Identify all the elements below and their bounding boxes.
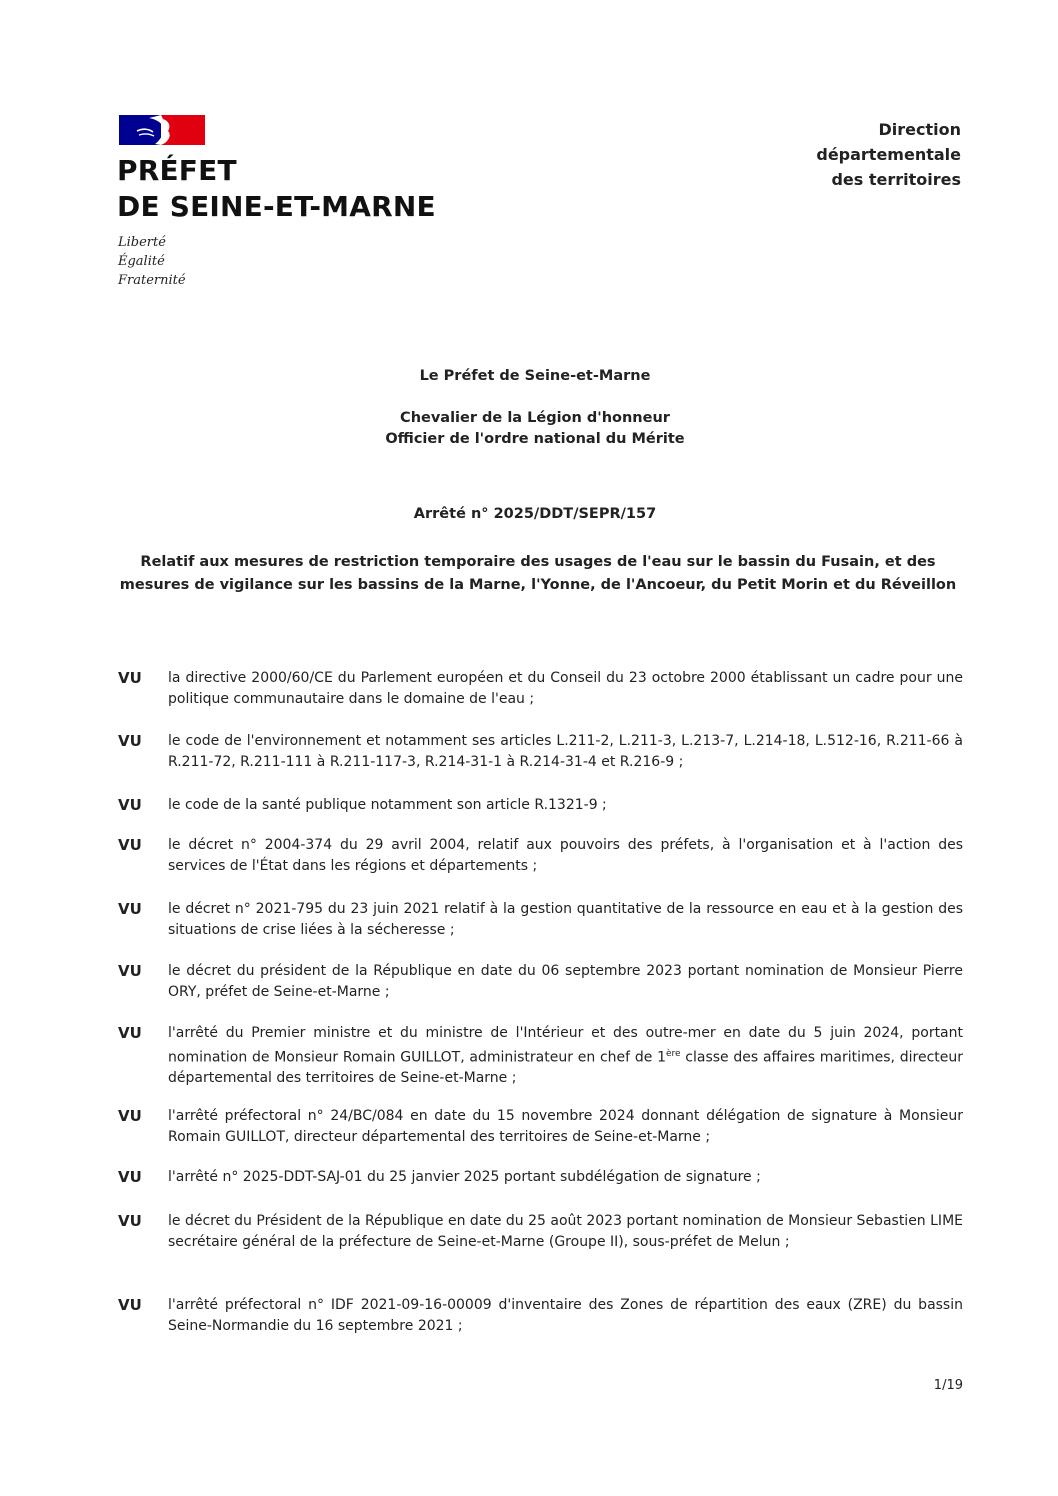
direction-line-1: Direction xyxy=(878,120,961,139)
vu-text: la directive 2000/60/CE du Parlement européen et du Conseil du 23 octobre 2000 établissant un cadre pour une politique communautaire dans le domaine de l'eau ; xyxy=(168,670,963,707)
honour-merite: Officier de l'ordre national du Mérite xyxy=(385,431,685,447)
prefecture-title-line2: DE SEINE-ET-MARNE xyxy=(117,190,436,223)
motto-egalite: Égalité xyxy=(118,254,165,269)
vu-label: VU xyxy=(118,1107,142,1125)
arrete-subject: Relatif aux mesures de restriction temporaire des usages de l'eau sur le bassin du Fusain, et des mesures de vigilance sur les bassins de la Marne, l'Yonne, de l'Ancoeur, du Petit Morin et du Réveillon xyxy=(119,554,957,593)
prefet-heading: Le Préfet de Seine-et-Marne xyxy=(419,368,651,384)
motto-fraternite: Fraternité xyxy=(118,273,186,288)
vu-text-part: l'arrêté du Premier ministre et du ministre de l'Intérieur et des outre-mer en date du 5 juin 2024, portant nomination de Monsieur Romain GUILLOT, administrateur en chef de 1 xyxy=(168,1025,963,1066)
vu-text: le décret n° 2004-374 du 29 avril 2004, relatif aux pouvoirs des préfets, à l'organisation et à l'action des services de l'État dans les régions et départements ; xyxy=(168,837,963,874)
vu-label: VU xyxy=(118,962,142,980)
vu-label: VU xyxy=(118,669,142,687)
vu-label: VU xyxy=(118,836,142,854)
arrete-number: Arrêté n° 2025/DDT/SEPR/157 xyxy=(413,506,657,522)
vu-label: VU xyxy=(118,900,142,918)
vu-text: le décret du président de la République en date du 06 septembre 2023 portant nomination de Monsieur Pierre ORY, préfet de Seine-et-Marne ; xyxy=(168,963,963,1000)
vu-label: VU xyxy=(118,732,142,750)
motto-liberte: Liberté xyxy=(118,235,166,250)
vu-text-part: classe des affaires maritimes, directeur départemental des territoires de Seine-et-Marne ; xyxy=(168,1049,963,1086)
prefecture-title-line1: PRÉFET xyxy=(117,154,237,187)
vu-text: le décret n° 2021-795 du 23 juin 2021 relatif à la gestion quantitative de la ressource en eau et à la gestion des situations de crise liées à la sécheresse ; xyxy=(168,901,963,938)
vu-text: l'arrêté n° 2025-DDT-SAJ-01 du 25 janvier 2025 portant subdélégation de signature ; xyxy=(168,1169,761,1185)
vu-text: le code de l'environnement et notamment ses articles L.211-2, L.211-3, L.213-7, L.214-18, L.512-16, R.211-66 à R.211-72, R.211-111 à R.211-117-3, R.214-31-1 à R.214-31-4 et R.216-9 ; xyxy=(168,733,963,770)
page-number: 1/19 xyxy=(933,1378,963,1393)
vu-label: VU xyxy=(118,1024,142,1042)
vu-text: l'arrêté préfectoral n° 24/BC/084 en date du 15 novembre 2024 donnant délégation de signature à Monsieur Romain GUILLOT, directeur départemental des territoires de Seine-et-Marne ; xyxy=(168,1108,963,1145)
direction-line-3: des territoires xyxy=(831,170,961,189)
prefet-honours xyxy=(100,408,970,450)
vu-text: l'arrêté préfectoral n° IDF 2021-09-16-00009 d'inventaire des Zones de répartition des eaux (ZRE) du bassin Seine-Normandie du 16 septembre 2021 ; xyxy=(168,1297,963,1334)
republic-motto xyxy=(118,233,186,290)
vu-label: VU xyxy=(118,1212,142,1230)
vu-text xyxy=(168,1023,963,1088)
vu-label: VU xyxy=(118,796,142,814)
prefecture-title xyxy=(117,153,436,225)
vu-text: le décret du Président de la République en date du 25 août 2023 portant nomination de Monsieur Sebastien LIME secrétaire général de la préfecture de Seine-et-Marne (Groupe II), sous-préfet de Melun ; xyxy=(168,1213,963,1250)
vu-text: le code de la santé publique notamment son article R.1321-9 ; xyxy=(168,797,607,813)
direction-line-2: départementale xyxy=(816,145,961,164)
vu-label: VU xyxy=(118,1296,142,1314)
ordinal-superscript: ère xyxy=(665,1048,681,1059)
honour-legion: Chevalier de la Légion d'honneur xyxy=(400,410,670,426)
issuing-department xyxy=(816,117,961,192)
vu-label: VU xyxy=(118,1168,142,1186)
marianne-flag-logo-icon xyxy=(119,115,205,145)
